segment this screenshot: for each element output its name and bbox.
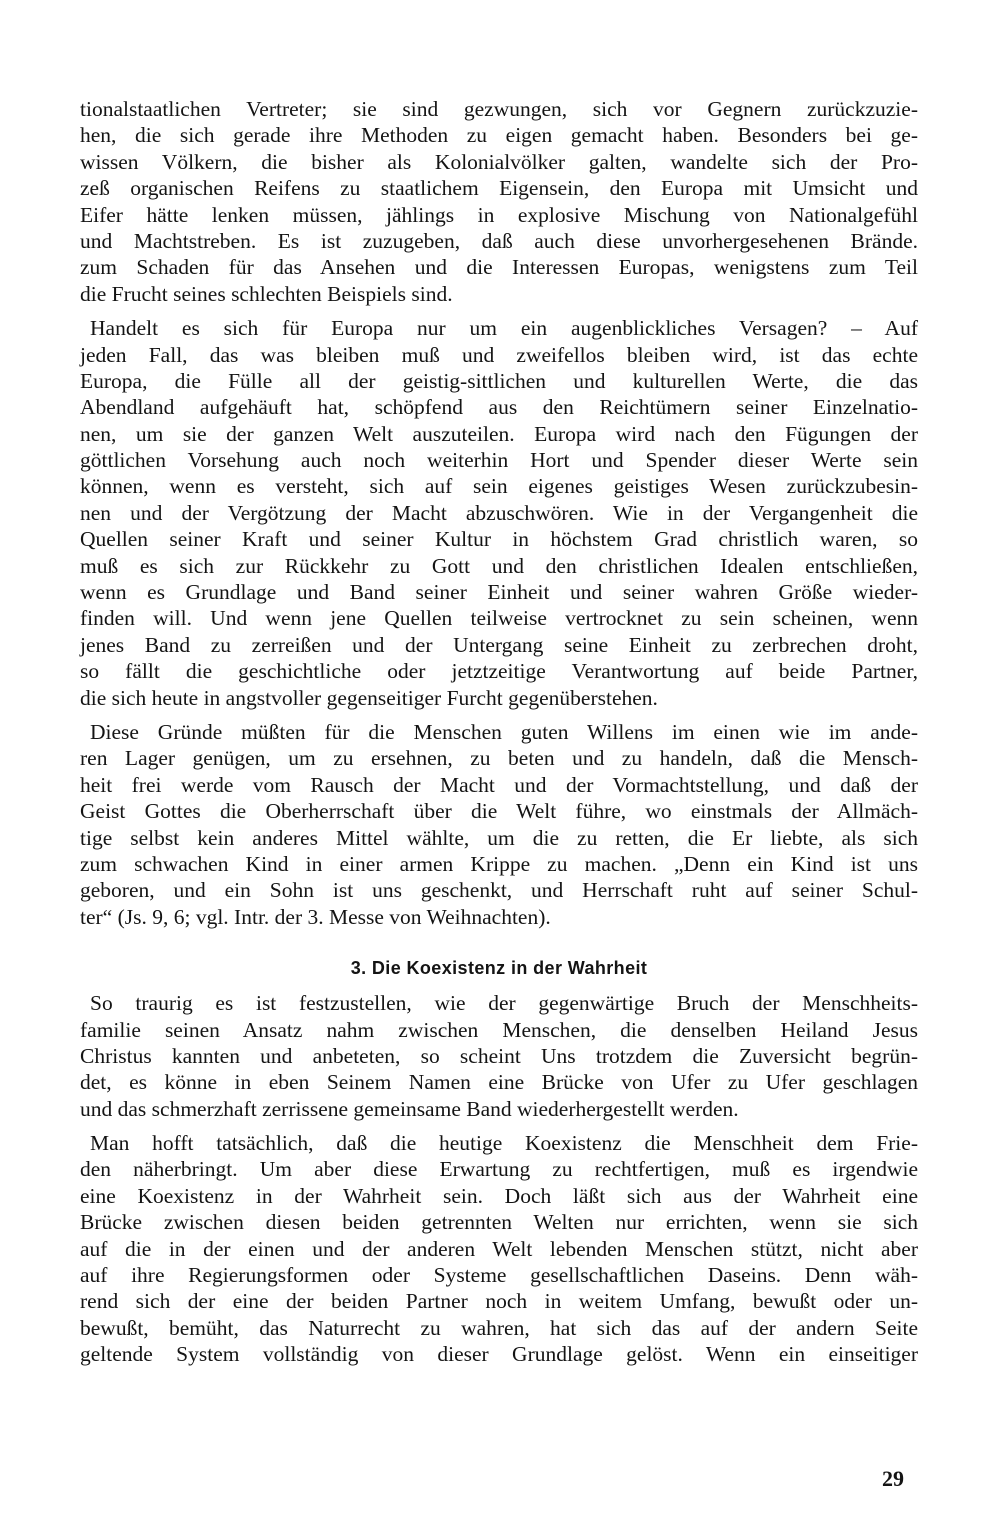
text-line: familie seinen Ansatz nahm zwischen Menschen, die denselben Heiland Jesus: [80, 1017, 918, 1042]
text-line: so fällt die geschichtliche oder jetztzeitige Verantwortung auf beide Partner,: [80, 659, 918, 684]
text-line: die sich heute in angstvoller gegenseitiger Furcht gegenüberstehen.: [80, 685, 658, 710]
text-line: geltende System vollständig von dieser Grundlage gelöst. Wenn ein einseitiger: [80, 1342, 918, 1367]
text-line: nen, um sie der ganzen Welt auszuteilen. Europa wird nach den Fügungen der: [80, 421, 918, 446]
text-line: ter“ (Js. 9, 6; vgl. Intr. der 3. Messe von Weihnachten).: [80, 904, 551, 929]
page-number: 29: [882, 1466, 904, 1491]
text-line: Christus kannten und anbeteten, so scheint Uns trotzdem die Zuversicht begrün-: [80, 1043, 918, 1068]
text-line: den näherbringt. Um aber diese Erwartung zu rechtfertigen, muß es irgendwie: [80, 1157, 918, 1182]
text-line: die Frucht seines schlechten Beispiels sind.: [80, 281, 453, 306]
text-line: Geist Gottes die Oberherrschaft über die Welt führe, wo einstmals der Allmäch-: [80, 799, 918, 824]
paragraph-3: [80, 719, 918, 930]
paragraph-4: [80, 990, 918, 1122]
text-line: auf ihre Regierungsformen oder Systeme gesellschaftlichen Daseins. Denn wäh-: [80, 1263, 918, 1288]
text-line: Europa, die Fülle all der geistig-sittlichen und kulturellen Werte, die das: [80, 368, 918, 393]
text-line: zeß organischen Reifens zu staatlichem Eigensein, den Europa mit Umsicht und: [80, 176, 918, 201]
section-heading: 3. Die Koexistenz in der Wahrheit: [350, 958, 648, 979]
text-line: Handelt es sich für Europa nur um ein augenblickliches Versagen? – Auf: [90, 316, 918, 341]
text-line: Eifer hätte lenken müssen, jählings in explosive Mischung von Nationalgefühl: [80, 202, 918, 227]
text-line: ren Lager genügen, um zu ersehnen, zu beten und zu handeln, daß die Mensch-: [80, 746, 918, 771]
text-line: det, es könne in eben Seinem Namen eine Brücke von Ufer zu Ufer geschlagen: [80, 1070, 918, 1095]
text-line: hen, die sich gerade ihre Methoden zu eigen gemacht haben. Besonders bei ge-: [80, 123, 918, 148]
text-line: muß es sich zur Rückkehr zu Gott und den christlichen Idealen entschließen,: [80, 553, 918, 578]
text-line: geboren, und ein Sohn ist uns geschenkt, und Herrschaft ruht auf seiner Schul-: [80, 878, 918, 903]
text-line: Man hofft tatsächlich, daß die heutige Koexistenz die Menschheit dem Frie-: [90, 1131, 918, 1156]
text-line: wenn es Grundlage und Band seiner Einheit und seiner wahren Größe wieder-: [80, 580, 918, 605]
text-line: und das schmerzhaft zerrissene gemeinsame Band wiederhergestellt werden.: [80, 1096, 739, 1121]
paragraph-2: [80, 315, 918, 711]
text-line: Brücke zwischen diesen beiden getrennten Welten nur errichten, wenn sie sich: [80, 1210, 918, 1235]
text-line: Diese Gründe müßten für die Menschen guten Willens im einen wie im ande-: [90, 719, 918, 744]
text-line: Quellen seiner Kraft und seiner Kultur in höchstem Grad christlich waren, so: [80, 527, 918, 552]
text-line: können, wenn es versteht, sich auf sein eigenes geistiges Wesen zurückzubesin-: [80, 474, 918, 499]
text-line: rend sich der eine der beiden Partner noch in weitem Umfang, bewußt oder un-: [80, 1289, 918, 1314]
paragraph-5: [80, 1130, 918, 1368]
text-line: Abendland aufgehäuft hat, schöpfend aus den Reichtümern seiner Einzelnatio-: [80, 395, 918, 420]
text-line: und Machtstreben. Es ist zuzugeben, daß auch diese unvorhergesehenen Brände.: [80, 228, 918, 253]
page-body: [80, 96, 918, 1376]
text-line: göttlichen Vorsehung auch noch weiterhin Hort und Spender dieser Werte sein: [80, 448, 918, 473]
text-line: nen und der Vergötzung der Macht abzuschwören. Wie in der Vergangenheit die: [80, 500, 918, 525]
text-line: eine Koexistenz in der Wahrheit sein. Doch läßt sich aus der Wahrheit eine: [80, 1183, 918, 1208]
text-line: wissen Völkern, die bisher als Kolonialvölker galten, wandelte sich der Pro-: [80, 149, 918, 174]
text-line: So traurig es ist festzustellen, wie der gegenwärtige Bruch der Menschheits-: [90, 991, 918, 1016]
text-line: zum schwachen Kind in einer armen Krippe zu machen. „Denn ein Kind ist uns: [80, 851, 918, 876]
text-line: bewußt, bemüht, das Naturrecht zu wahren, hat sich das auf der andern Seite: [80, 1315, 918, 1340]
text-line: jenes Band zu zerreißen und der Untergang seine Einheit zu zerbrechen droht,: [80, 632, 918, 657]
text-line: tionalstaatlichen Vertreter; sie sind gezwungen, sich vor Gegnern zurückzuzie-: [80, 97, 918, 121]
text-line: finden will. Und wenn jene Quellen teilweise vertrocknet zu sein scheinen, wenn: [80, 606, 918, 631]
text-line: jeden Fall, das was bleiben muß und zweifellos bleiben wird, ist das echte: [80, 342, 918, 367]
text-line: zum Schaden für das Ansehen und die Interessen Europas, wenigstens zum Teil: [80, 255, 918, 280]
text-line: heit frei werde vom Rausch der Macht und der Vormachtstellung, und daß der: [80, 772, 918, 797]
text-line: tige selbst kein anderes Mittel wählte, um die zu retten, die Er liebte, als sich: [80, 825, 918, 850]
text-line: auf die in der einen und der anderen Welt lebenden Menschen stützt, nicht aber: [80, 1236, 918, 1261]
paragraph-1: [80, 96, 918, 307]
